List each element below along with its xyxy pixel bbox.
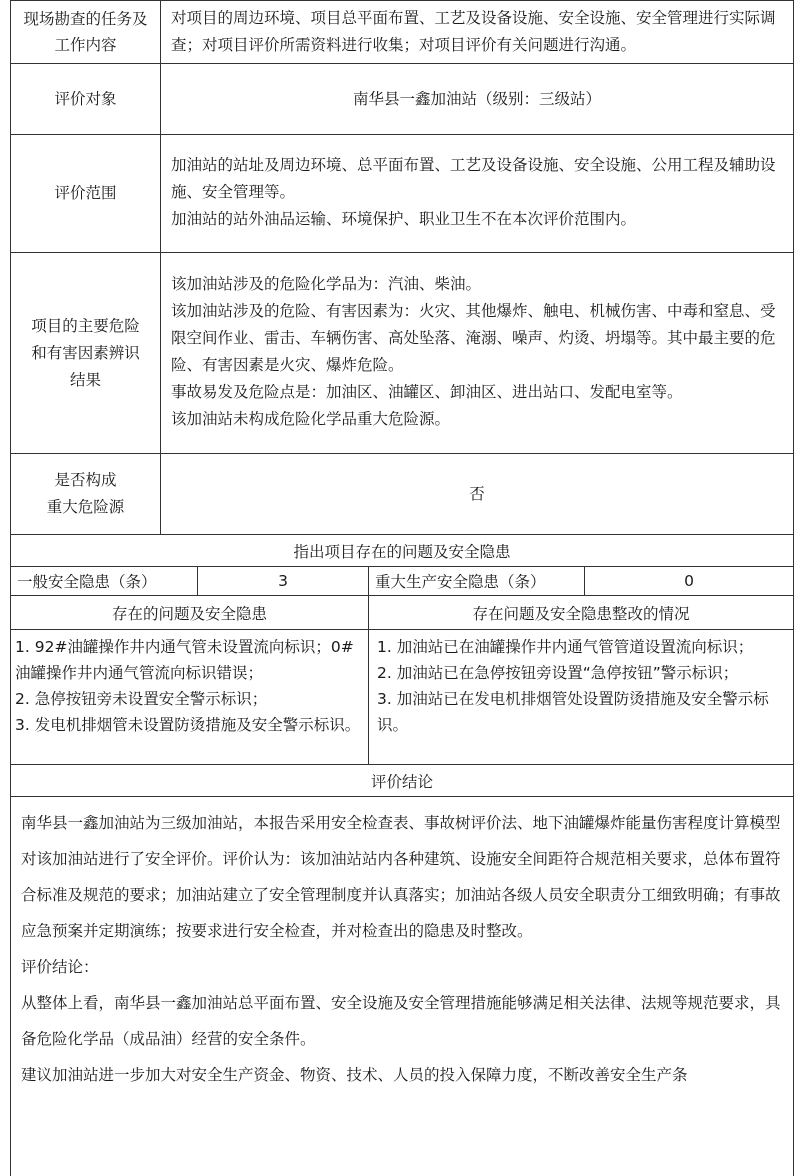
object-label: 评价对象 [11,64,161,134]
issues-title-row [10,534,794,567]
issue-item: 3. 发电机排烟管未设置防烫措施及安全警示标识。 [15,716,361,734]
task-value: 对项目的周边环境、项目总平面布置、工艺及设备设施、安全设施、安全管理进行实际调查；对项目评价所需资料进行收集；对项目评价有关问题进行沟通。 [171,9,776,54]
issues-count-row [10,566,794,596]
object-value: 南华县一鑫加油站（级别：三级站） [352,89,601,108]
major-label [11,454,161,534]
hazards-label: 项目的主要危险和有害因素辨识结果 [11,253,161,453]
row-task [10,0,794,64]
conclusion-paragraph: 南华县一鑫加油站为三级加油站，本报告采用安全检查表、事故树评价法、地下油罐爆炸能量伤害程度计算模型对该加油站进行了安全评价。评价认为：该加油站站内各种建筑、设施安全间距符合规范相关要求，总体布置符合标准及规范的要求；加油站建立了安全管理制度并认真落实；加油站各级人员安全职责分工细致明确；有事故应急预案并定期演练；按要求进行安全检查，并对检查出的隐患及时整改。 [21,814,781,940]
issues-list-row [10,629,794,765]
row-object [10,63,794,135]
scope-label: 评价范围 [11,135,161,252]
row-hazards [10,252,794,454]
conclusion-paragraph: 建议加油站进一步加大对安全生产资金、物资、技术、人员的投入保障力度，不断改善安全生产条 [21,1066,688,1084]
major-hazard-label: 重大生产安全隐患（条） [369,567,585,595]
scope-line: 加油站的站外油品运输、环境保护、职业卫生不在本次评价范围内。 [171,210,637,228]
rectification-item: 2. 加油站已在急停按钮旁设置“急停按钮”警示标识； [377,664,739,682]
issues-col-right-header: 存在问题及安全隐患整改的情况 [472,604,690,623]
conclusion-title-row [10,764,794,797]
hazards-line: 该加油站未构成危险化学品重大危险源。 [171,410,451,428]
conclusion-paragraph: 从整体上看，南华县一鑫加油站总平面布置、安全设施及安全管理措施能够满足相关法律、法规等规范要求，具备危险化学品（成品油）经营的安全条件。 [21,994,781,1048]
issue-item: 2. 急停按钮旁未设置安全警示标识； [15,690,268,708]
major-hazard-count: 0 [684,572,694,590]
scope-value [161,135,793,252]
hazards-line: 该加油站涉及的危险、有害因素为：火灾、其他爆炸、触电、机械伤害、中毒和窒息、受限空间作业、雷击、车辆伤害、高处坠落、淹溺、噪声、灼烫、坍塌等。其中最主要的危险、有害因素是火灾、爆炸危险。 [171,302,776,374]
rectification-item: 3. 加油站已在发电机排烟管处设置防烫措施及安全警示标识。 [377,690,769,734]
hazards-line: 事故易发及危险点是：加油区、油罐区、卸油区、进出站口、发配电室等。 [171,383,683,401]
scope-line: 加油站的站址及周边环境、总平面布置、工艺及设备设施、安全设施、公用工程及辅助设施、安全管理等。 [171,156,776,201]
hazards-line: 该加油站涉及的危险化学品为：汽油、柴油。 [171,275,482,293]
conclusion-body [10,796,794,1176]
conclusion-title: 评价结论 [370,772,433,791]
task-label: 现场勘查的任务及工作内容 [11,1,161,63]
row-major [10,453,794,535]
general-hazard-label: 一般安全隐患（条） [11,567,198,595]
major-value: 否 [469,484,485,503]
major-label-line2: 重大危险源 [46,498,125,516]
row-scope [10,134,794,253]
issues-right-list [369,630,793,764]
conclusion-paragraph: 评价结论： [21,958,99,976]
hazards-value [161,253,793,453]
issue-item: 1. 92#油罐操作井内通气管未设置流向标识；0#油罐操作井内通气管流向标识错误； [15,638,354,682]
issues-title: 指出项目存在的问题及安全隐患 [293,542,511,561]
general-hazard-count: 3 [198,567,369,595]
issues-col-left-header: 存在的问题及安全隐患 [11,596,369,629]
major-label-line1: 是否构成 [54,471,117,489]
issues-left-list [11,630,369,764]
issues-header-row [10,595,794,630]
rectification-item: 1. 加油站已在油罐操作井内通气管管道设置流向标识； [377,638,754,656]
